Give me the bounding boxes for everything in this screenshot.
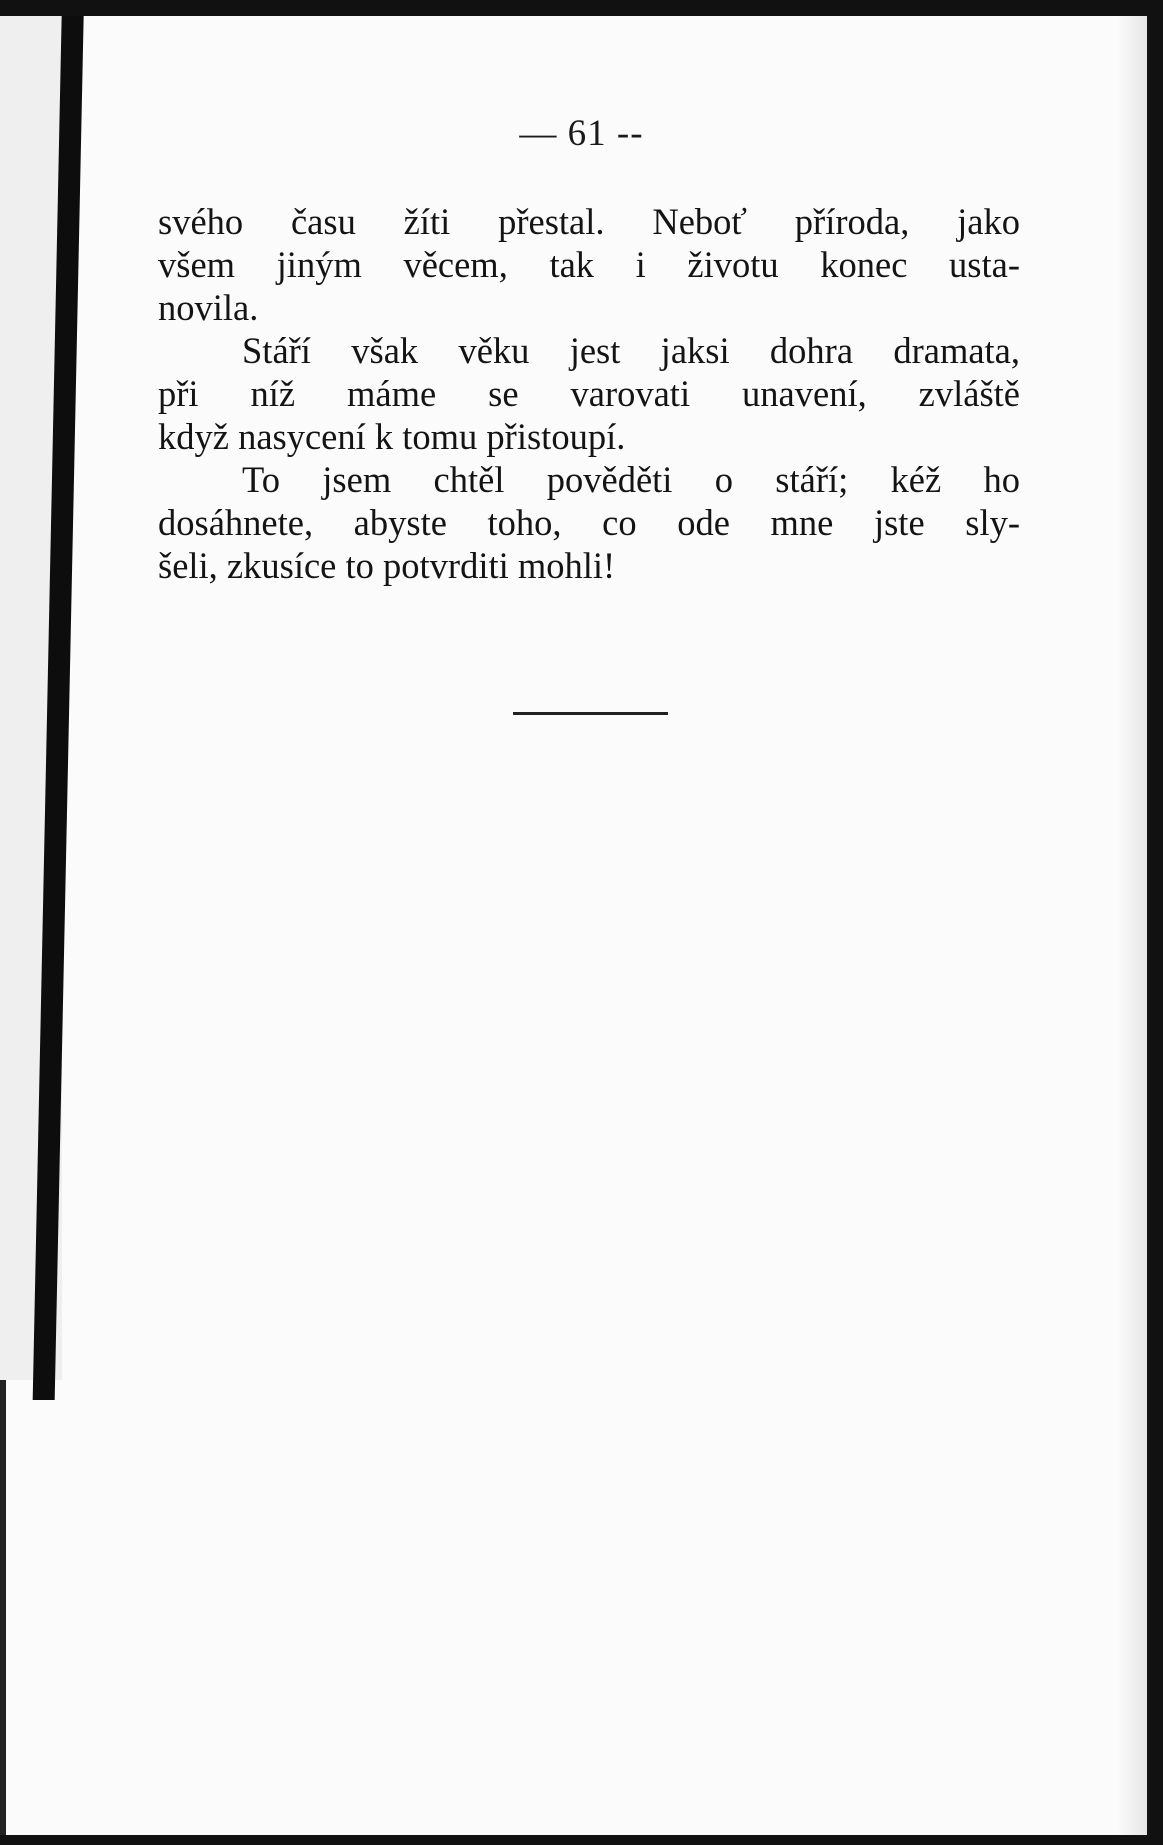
text-line: všem jiným věcem, tak i životu konec usta- xyxy=(158,244,1020,285)
text-line: novila. xyxy=(158,287,259,328)
text-line: při níž máme se varovati unavení, zvláště xyxy=(158,373,1020,414)
right-margin-shadow xyxy=(1117,16,1147,1835)
text-line: Stáří však věku jest jaksi dohra dramata, xyxy=(242,330,1020,371)
scan-top-edge xyxy=(0,0,1163,16)
end-rule-divider xyxy=(513,712,668,715)
text-line: šeli, zkusíce to potvrditi mohli! xyxy=(158,545,616,586)
text-line: když nasycení k tomu přistoupí. xyxy=(158,416,626,457)
scan-right-edge xyxy=(1147,0,1163,1845)
text-line: To jsem chtěl pověděti o stáří; kéž ho xyxy=(242,459,1020,500)
scan-bottom-edge xyxy=(0,1835,1163,1845)
text-line: svého času žíti přestal. Neboť příroda, jako xyxy=(158,201,1020,242)
text-line: dosáhnete, abyste toho, co ode mne jste sly- xyxy=(158,502,1020,543)
page-number: — 61 -- xyxy=(519,113,644,154)
body-text xyxy=(158,200,1020,587)
book-spine-edge xyxy=(0,1380,6,1845)
